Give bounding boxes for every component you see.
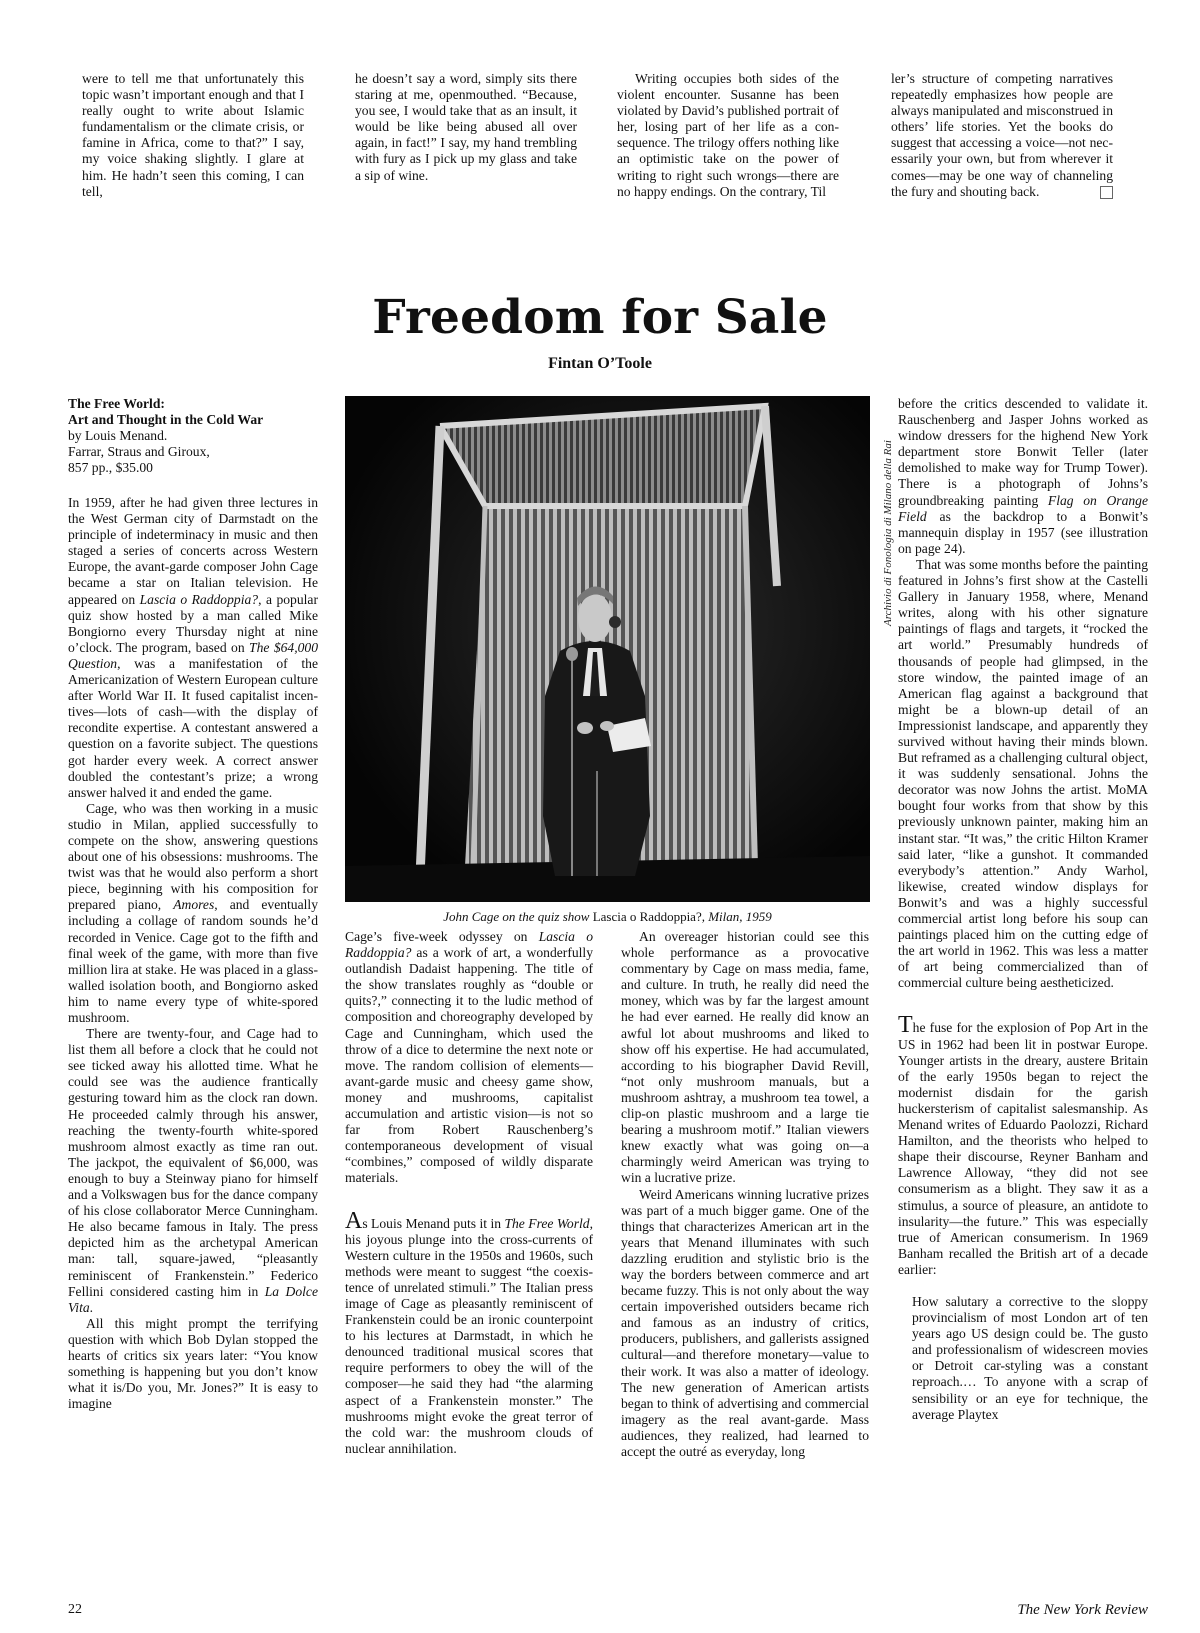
paragraph: There are twenty-four, and Cage had to list them all before a clock that he could not see ticked away his allotted time. What he could see was the audience frantically gesturing toward him as the clock ran down. He proceeded calmly through his answer, reaching the twenty-fourth white-spored mushroom almost exactly as time ran out. The jackpot, the equivalent of $6,000, was enough to buy a Steinway piano for himself and a Volkswagen bus for the dance company of his close collaborator Merce Cunningham. He also became famous in Italy. The press depicted him as the archetypal American man: tall, square-jawed, “pleasantly reminiscent of Frankenstein.” Federico Fellini considered casting him in La Dolce Vita. xyxy=(68,1026,318,1315)
previous-article-text: he doesn’t say a word, simply sits there staring at me, openmouthed. “Because, you see, I would take that as an insult, it would be like being abused all over again, in fact!” I say, my hand trembling with fury as I pick up my glass and take a sip of wine. xyxy=(355,71,577,183)
book-title-line-2: Art and Thought in the Cold War xyxy=(68,412,264,428)
book-details: 857 pp., $35.00 xyxy=(68,460,153,476)
photo-caption: John Cage on the quiz show Lascia o Raddoppia?, Milan, 1959 xyxy=(443,909,772,924)
article-col-1 xyxy=(68,495,318,1412)
paragraph: Cage, who was then working in a music studio in Milan, applied successfully to compete on the show, answering questions about one of his obsessions: mushrooms. The twist was that he would also perform a short piece, beginning with his composition for prepared piano, Amores, and eventually including a collage of random sounds he’d recorded in Venice. Cage got to the fifth and final week of the game, with more than five million lira at stake. He was placed in a glass-walled isolation booth, and Bongiorno asked him to name every type of white-spored mushroom. xyxy=(68,800,318,1025)
paragraph: In 1959, after he had given three lectures in the West German city of Darmstadt on the principle of indeterminacy in music and then staged a series of concerts across Western Europe, the avant-garde composer John Cage became a star on Italian television. He appeared on Lascia o Raddoppia?, a popular quiz show hosted by a man called Mike Bongiorno every Thursday night at nine o’clock. The program, based on The $64,000 Question, was a manifestation of the Americanization of Western European culture after World War II. It fused capitalist incentives—lots of cash—with the display of recondite expertise. A contestant answered a question on a favorite subject. The questions got harder every week. A correct answer doubled the contestant’s prize; a wrong answer halved it and ended the game. xyxy=(68,495,318,800)
previous-article-text xyxy=(891,71,1113,200)
drop-cap: A xyxy=(345,1207,363,1234)
paragraph: All this might prompt the terrifying question with which Bob Dylan stopped the hearts of critics six years later: “You know something is happening but you don’t know what it is/Do you, Mr. Jones?” It is easy to imagine xyxy=(68,1315,318,1412)
previous-article-last-text: ler’s structure of competing narratives repeatedly emphasizes how people are always manipulated and misconstrued in others’ life stories. Yet the books do suggest that accessing a voice—not necessarily your own, but from wherever it comes—may be one way of channeling the fury and shouting back. xyxy=(891,71,1113,199)
paragraph: The fuse for the explosion of Pop Art in the US in 1962 had been lit in postwar Europe. Younger artists in the dreary, austere Britain of the early 1950s began to reject the modernist disdain for the garish huckersterism of capitalist salesmanship. As Menand writes of Eduardo Paolozzi, Richard Hamilton, and the theorists who helped to shape their discourse, Reyner Banham and Lawrence Alloway, “they did not see consumerism as a blight. They saw it as a stimulus, a source of pleasure, an antidote to insularity—the future.” This was especially true of American consumerism. In 1969 Banham recalled the British art of a decade earlier: xyxy=(898,1012,1148,1277)
article-byline: Fintan O’Toole xyxy=(548,355,652,372)
previous-article-text: Writing occupies both sides of the violent encounter. Susanne has been violated by David’s published portrait of her, losing part of her life as a consequence. The trilogy offers nothing like an optimistic take on the power of writing to right such wrongs—there are no happy endings. On the contrary, Til xyxy=(617,71,839,199)
drop-cap: T xyxy=(898,1012,913,1039)
paragraph: Weird Americans winning lucrative prizes was part of a much bigger game. One of the things that characterizes American art in the years that Menand illuminates with such dazzling erudition and stylistic brio is the way the borders between commerce and art became fuzzy. This is not only about the way certain impoverished outsiders became rich and famous as an industry of critics, producers, publishers, and gallerists assigned cultural—and therefore monetary—value to their work. It was also a matter of ideology. The new generation of American artists began to think of advertising and commercial imagery as the real avant-garde. Mass audiences, they realized, had learned to accept the outré as everyday, long xyxy=(621,1186,869,1459)
paragraph: before the critics descended to validate it. Rauschenberg and Jasper Johns worked as window dressers for the highend New York department store Bonwit Teller (later demolished to make way for Trump Tower). There is a photograph of Johns’s groundbreaking painting Flag on Orange Field as the backdrop to a Bonwit’s mannequin display in 1957 (see illustration on page 24). xyxy=(898,396,1148,556)
previous-article-text: were to tell me that unfortunately this topic wasn’t important enough and that I really ought to write about Islamic fundamentalism or the climate crisis, or famine in Africa, come to that?” I say, my voice shaking slightly. I glare at him. He hadn’t seen this coming, I can tell, xyxy=(82,71,304,199)
photo-john-cage xyxy=(345,396,870,902)
book-title-line-1: The Free World: xyxy=(68,396,165,411)
paragraph: As Louis Menand puts it in The Free World, his joyous plunge into the cross-currents of Western culture in the 1950s and 1960s, such methods were meant to suggest “the coexistence of unrelated stimuli.” The Italian press image of Cage as pleasantly reminiscent of Frankenstein could be an ironic counterpoint to his lectures at Darmstadt, in which he denounced traditional musical scores that require performers to obey the will of the composer—he said they had “the alarming aspect of a Frankenstein monster.” The mushrooms might evoke the great terror of the cold war: the mushroom clouds of nuclear annihilation. xyxy=(345,1207,593,1456)
previous-article-col-3 xyxy=(617,71,839,200)
book-author: by Louis Menand. xyxy=(68,428,168,444)
previous-article-col-2 xyxy=(355,71,577,184)
photo-illustration xyxy=(345,396,870,902)
article-title: Freedom for Sale xyxy=(372,290,828,345)
article-col-3 xyxy=(621,929,869,1460)
book-publisher: Farrar, Straus and Giroux, xyxy=(68,444,210,460)
block-quote: How salutary a corrective to the sloppy provincialism of most London art of ten years ago US design could be. The gusto and professionalism of widescreen movies or Detroit car-styling was a constant reproach.… To anyone with a scrap of sensibility or an eye for technique, the average Playtex xyxy=(912,1293,1148,1422)
publication-name: The New York Review xyxy=(1017,1602,1148,1618)
page-number: 22 xyxy=(68,1602,82,1617)
book-info xyxy=(68,396,300,476)
paragraph: An overeager historian could see this whole performance as a provocative commentary by Cage on mass media, fame, and culture. In truth, he really did need the money, which was by far the largest amount he had ever earned. He really did know an awful lot about mushrooms and liked to show off his expertise. He had accumulated, according to his biographer David Revill, “not only mushroom manuals, but a mushroom ashtray, a mushroom tea towel, a clip-on plastic mushroom and a large tie bearing a mushroom motif.” Italian viewers knew exactly what was going on—a charmingly weird American was trying to win a lucrative prize. xyxy=(621,929,869,1186)
photo-credit: Archivio di Fonologia di Milano della Rai xyxy=(882,440,894,626)
paragraph: That was some months before the painting featured in Johns’s first show at the Castelli Gallery in January 1958, where, Menand writes, along with his other signature paintings of flags and targets, it “rocked the art world.” Presumably hundreds of thousands of people had glimpsed, in the store window, the painted image of an American flag against a background that might be a blown-up detail of an Impressionist landscape, and apparently they survived without having their minds blown. But reframed as a challenging cultural object, it was suddenly sensational. Johns the decorator was now Johns the artist. MoMA bought four works from that show by this previously unknown painter, making him an instant star. “It was,” the critic Hilton Kramer said later, “like a gunshot. It commanded everybody’s attention.” Andy Warhol, likewise, created window displays for Bonwit’s and was a highly successful commercial artist long before his soup can paintings placed him on the cutting edge of the art world in 1962. This was less a matter of art being commercialized than of commercial culture being aestheticized. xyxy=(898,556,1148,991)
previous-article-col-1 xyxy=(82,71,304,200)
end-of-article-icon xyxy=(1100,186,1113,199)
article-col-4 xyxy=(898,396,1148,1423)
paragraph: Cage’s five-week odyssey on Lascia o Raddoppia? as a work of art, a wonderfully outlandish Dadaist happening. The title of the show translates roughly as “double or quits?,” connecting it to the ludic method of composition and choreography developed by Cage and Cunningham, which used the throw of a dice to determine the next note or move. The random collision of elements—avant-garde music and cheesy game show, money and mushrooms, capitalist accumulation and artistic vision—is not so far from Robert Rauschenberg’s contemporaneous development of visual “combines,” composed of wildly disparate materials. xyxy=(345,929,593,1186)
article-col-2 xyxy=(345,929,593,1457)
previous-article-col-4 xyxy=(891,71,1113,200)
